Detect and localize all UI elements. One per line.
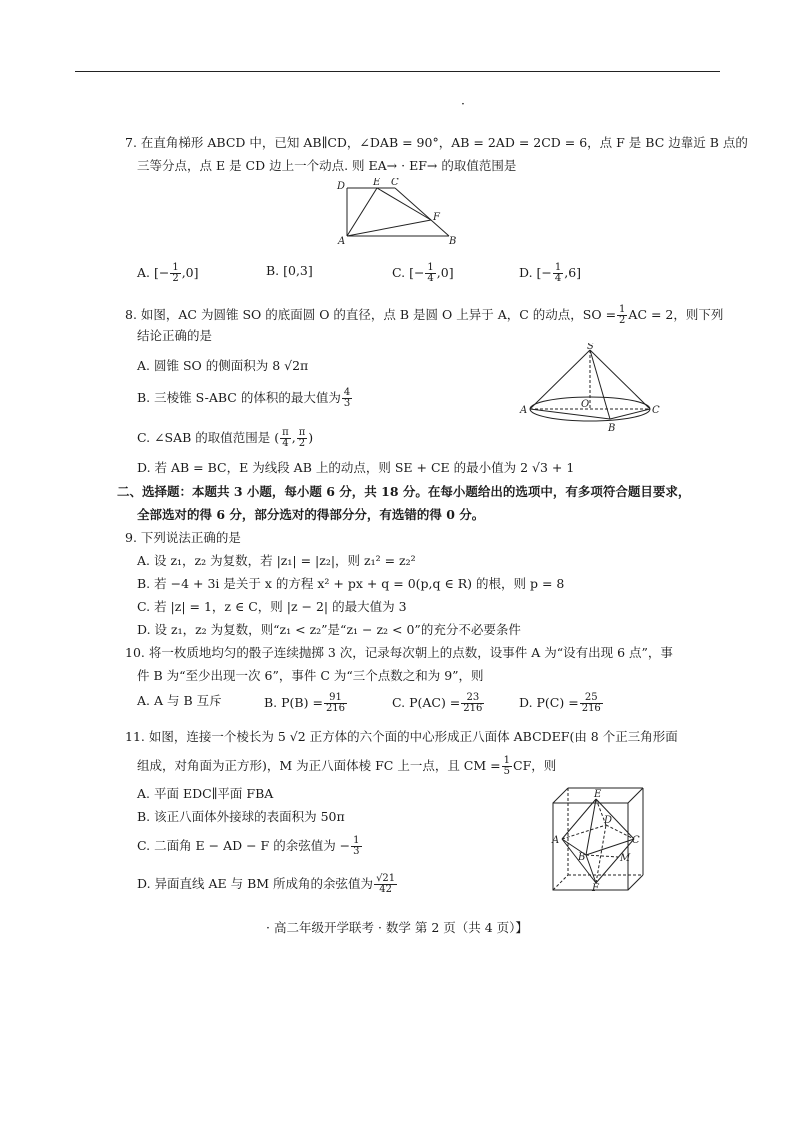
q11-cube-front (553, 803, 628, 890)
q11-edge-fb (586, 855, 596, 883)
q8-label-o: O (581, 399, 590, 410)
q7-option-b: B. [0,3] (266, 263, 313, 278)
q11-cube-edge-br (628, 875, 643, 890)
q7-line1: 7. 在直角梯形 ABCD 中，已知 AB∥CD，∠DAB = 90°，AB = 2AD = 2CD = 6，点 F 是 BC 边靠近 B 点的 (125, 135, 748, 150)
q7-option-d: D. [− $\frac{1}{4}$ ,6] (519, 262, 582, 284)
q11-cube-hidden-d (553, 875, 568, 890)
q10-option-d: D. P(C) = $\frac{25}{216}$ (519, 692, 601, 714)
q11-line1: 11. 如图，连接一个棱长为 5 √2 正方体的六个面的中心形成正八面体 ABCDEF(由 8 个正三角形面 (125, 729, 678, 744)
q11-label-d: D (604, 815, 613, 826)
q11-octahedron-figure (548, 785, 648, 893)
page-footer: · 高二年级开学联考 · 数学 第 2 页（共 4 页）】 (266, 920, 528, 935)
q8-label-s: S (587, 343, 594, 352)
q8-option-c: C. ∠SAB 的取值范围是 ( $\frac{\pi}{4}$ , $\frac{\pi}{2}$ ) (137, 427, 314, 449)
q7-label-d: D (337, 181, 346, 192)
q7-line2: 三等分点，点 E 是 CD 边上一个动点. 则 EA→ · EF→ 的取值范围是 (137, 158, 517, 173)
q11-label-f: F (592, 883, 599, 893)
q10-line2: 件 B 为“至少出现一次 6”，事件 C 为“三个点数之和为 9”，则 (137, 668, 484, 683)
q11-option-c: C. 二面角 E − AD − F 的余弦值为 − $\frac{1}{3}$ (137, 835, 360, 857)
q11-label-m: M (620, 853, 631, 864)
q11-edge-dc (606, 825, 634, 839)
q10-option-c: C. P(AC) = $\frac{23}{216}$ (392, 692, 483, 714)
q9-option-a: A. 设 z₁，z₂ 为复数，若 |z₁| = |z₂|，则 z₁² = z₂² (137, 553, 416, 568)
q7-label-c: C (391, 178, 399, 188)
q11-label-e: E (594, 789, 602, 800)
q7-label-e: E (373, 178, 381, 188)
q9-stem: 9. 下列说法正确的是 (125, 530, 241, 545)
q8-option-d: D. 若 AB = BC，E 为线段 AB 上的动点，则 SE + CE 的最小值为 2 √3 + 1 (137, 460, 575, 475)
q8-chord-ab (530, 409, 610, 419)
q8-label-a: A (520, 405, 528, 416)
q8-line2: 结论正确的是 (137, 328, 213, 343)
q10-line1: 10. 将一枚质地均匀的骰子连续抛掷 3 次，记录每次朝上的点数，设事件 A 为“设有出现 6 点”，事 (125, 645, 673, 660)
q11-label-b: B (578, 852, 586, 863)
q7-segment-ae (347, 188, 377, 236)
q7-segment-ef (377, 188, 431, 220)
header-rule (75, 71, 720, 72)
q9-option-b: B. 若 −4 + 3i 是关于 x 的方程 x² + px + q = 0(p,q ∈ R) 的根，则 p = 8 (137, 576, 565, 591)
section2-line1: 二、选择题：本题共 3 小题，每小题 6 分，共 18 分。在每小题给出的选项中，有多项符合题目要求， (117, 484, 691, 499)
q7-option-c: C. [− $\frac{1}{4}$ ,0] (392, 262, 454, 284)
q8-cone-figure (518, 343, 663, 433)
q10-option-b: B. P(B) = $\frac{91}{216}$ (264, 692, 346, 714)
q11-option-d: D. 异面直线 AE 与 BM 所成角的余弦值为 $\frac{√21}{42}$ (137, 873, 396, 895)
q11-segment-bm (586, 855, 618, 857)
q11-cube-edge-tl (553, 788, 568, 803)
q8-option-a: A. 圆锥 SO 的侧面积为 8 √2π (137, 358, 309, 373)
q7-segment-af (347, 220, 431, 236)
q9-option-d: D. 设 z₁，z₂ 为复数，则“z₁ < z₂”是“z₁ − z₂ < 0”的充分不必要条件 (137, 622, 521, 637)
q11-option-b: B. 该正八面体外接球的表面积为 50π (137, 809, 345, 824)
q11-label-a: A (552, 835, 560, 846)
q11-label-c: C (632, 835, 640, 846)
q11-option-a: A. 平面 EDC∥平面 FBA (137, 786, 274, 801)
q8-option-b: B. 三棱锥 S-ABC 的体积的最大值为 $\frac{4}{3}$ (137, 387, 351, 409)
q7-edge-cb (395, 188, 449, 236)
q11-edge-eb (586, 799, 596, 855)
q7-label-b: B (449, 236, 457, 247)
q10-option-a: A. A 与 B 互斥 (137, 693, 222, 708)
q11-line2: 组成，对角面为正方形)，M 为正八面体棱 FC 上一点，且 CM = $\frac{1}{5}$ CF，则 (137, 755, 557, 777)
q7-label-f: F (433, 212, 440, 223)
q8-label-c: C (652, 405, 660, 416)
q11-edge-ea (562, 799, 596, 839)
q8-line1: 8. 如图，AC 为圆锥 SO 的底面圆 O 的直径，点 B 是圆 O 上异于 A，C 的动点，SO = $\frac{1}{2}$ AC = 2，则下列 (125, 304, 724, 326)
page-dot: · (461, 96, 465, 111)
q9-option-c: C. 若 |z| = 1，z ∈ C，则 |z − 2| 的最大值为 3 (137, 599, 407, 614)
q7-option-a: A. [− $\frac{1}{2}$ ,0] (137, 262, 199, 284)
q7-label-a: A (338, 236, 346, 247)
q11-edge-fd (596, 825, 606, 883)
section2-line2: 全部选对的得 6 分，部分选对的得部分分，有选错的得 0 分。 (137, 507, 485, 522)
q8-label-b: B (608, 423, 616, 433)
q7-trapezoid-figure (335, 178, 465, 248)
q11-cube-edge-tr (628, 788, 643, 803)
